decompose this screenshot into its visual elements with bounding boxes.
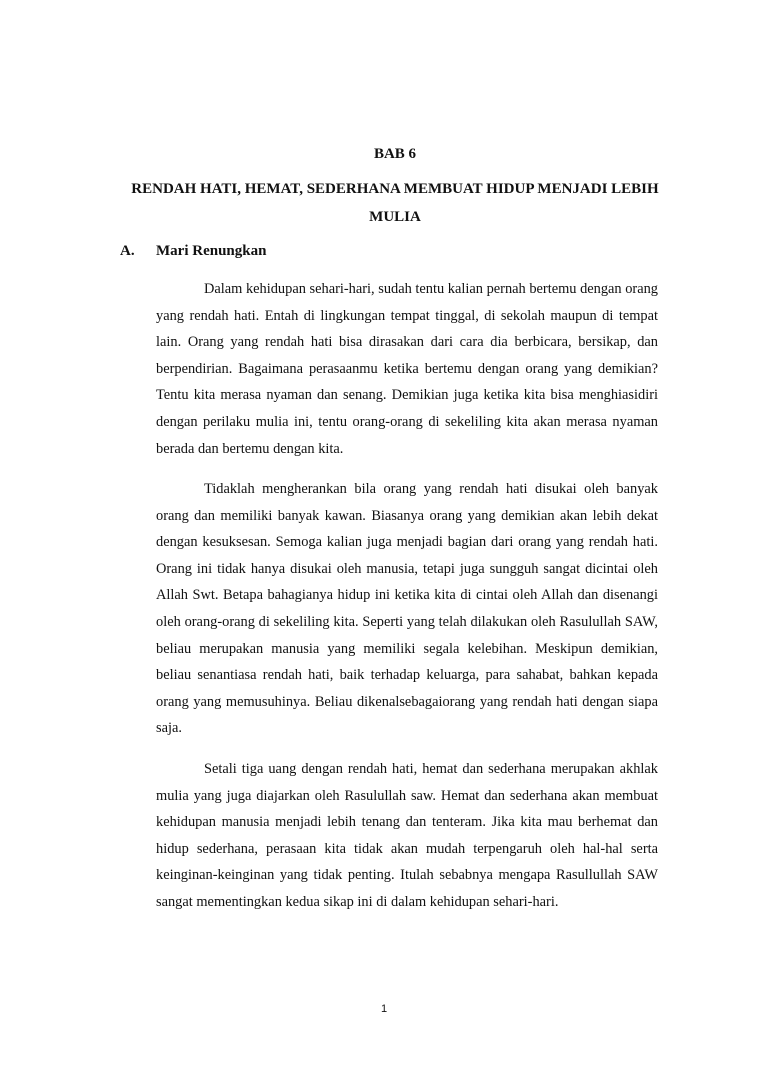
paragraph-2: Tidaklah mengherankan bila orang yang rendah hati disukai oleh banyak orang dan memiliki banyak kawan. Biasanya orang yang demikian akan lebih dekat dengan kesuksesan. Semoga kalian juga menjadi bagian dari orang yang rendah hati. Orang ini tidak hanya disukai oleh manusia, tetapi juga sungguh sangat dicintai oleh Allah Swt. Betapa bahagianya hidup ini ketika kita di cintai oleh Allah dan disenangi oleh orang-orang di sekeliling kita. Seperti yang telah dilakukan oleh Rasulullah SAW, beliau merupakan manusia yang memiliki segala kelebihan. Meskipun demikian, beliau senantiasa rendah hati, baik terhadap keluarga, para sahabat, bahkan kepada orang yang memusuhinya. Beliau dikenalsebagaiorang yang rendah hati dengan siapa saja. — [156, 481, 658, 737]
chapter-number: BAB 6 — [373, 146, 417, 162]
section-title: Mari Renungkan — [156, 243, 267, 259]
page-number: 1 — [380, 1003, 388, 1015]
chapter-title: RENDAH HATI, HEMAT, SEDERHANA MEMBUAT HIDUP MENJADI LEBIH MULIA — [131, 181, 659, 225]
section-heading — [120, 243, 266, 260]
paragraph-1: Dalam kehidupan sehari-hari, sudah tentu kalian pernah bertemu dengan orang yang rendah hati. Entah di lingkungan tempat tinggal, di sekolah maupun di tempat lain. Orang yang rendah hati bisa dirasakan dari cara dia berbicara, bersikap, dan berpendirian. Bagaimana perasaanmu ketika bertemu dengan orang yang demikian? Tentu kita merasa nyaman dan senang. Demikian juga ketika kita bisa menghiasidiri dengan perilaku mulia ini, tentu orang-orang di sekeliling kita akan merasa nyaman berada dan bertemu dengan kita. — [156, 281, 658, 457]
paragraph-3: Setali tiga uang dengan rendah hati, hemat dan sederhana merupakan akhlak mulia yang juga diajarkan oleh Rasulullah saw. Hemat dan sederhana akan membuat kehidupan manusia menjadi lebih tenang dan tenteram. Jika kita mau berhemat dan hidup sederhana, perasaan kita tidak akan mudah terpengaruh oleh hal-hal serta keinginan-keinginan yang tidak penting. Itulah sebabnya mengapa Rasullullah SAW sangat mementingkan kedua sikap ini di dalam kehidupan sehari-hari. — [156, 761, 658, 910]
section-letter: A. — [120, 243, 135, 259]
